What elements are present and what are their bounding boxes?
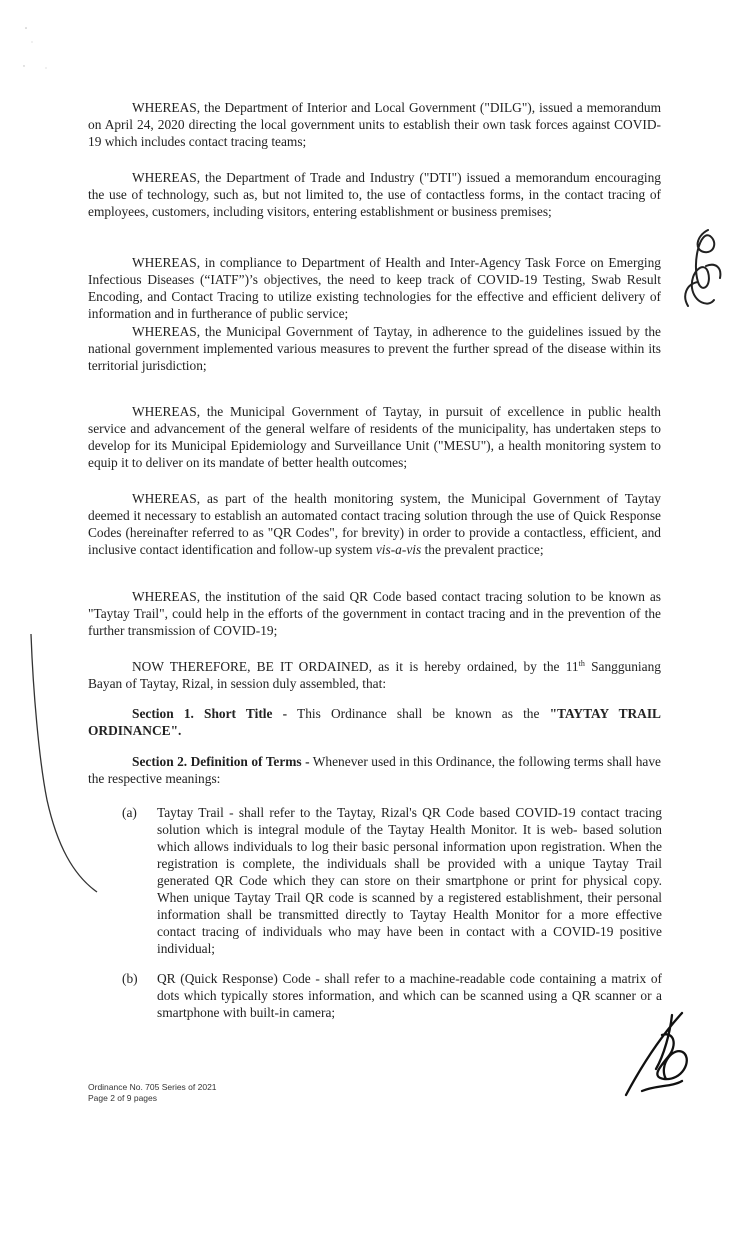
signature-bottom [612, 1005, 707, 1105]
item-label: (b) [122, 971, 138, 986]
ordinance-number: Ordinance No. 705 Series of 2021 [88, 1082, 217, 1092]
section-1-title: "TAYTAY TRAIL ORDINANCE". [88, 706, 661, 738]
whereas-clause-3: WHEREAS, in compliance to Department of Health and Inter-Agency Task Force on Emerging Infectious Diseases (“IATF”)’s objectives, the need to keep track of COVID-19 Testing, Swab Result Encoding, and Contact Tracing to utilize existing technologies for the effective and efficient delivery of information and in furtherance of public service; [88, 255, 661, 321]
section-1-text: This Ordinance shall be known as the [297, 706, 540, 721]
section-2-text: Whenever used in this Ordinance, the following terms shall have the respective meanings: [88, 754, 662, 786]
page-number: Page 2 of 9 pages [88, 1093, 158, 1103]
whereas-clause-4: WHEREAS, the Municipal Government of Taytay, in adherence to the guidelines issued by the national government implemented various measures to prevent the further spread of the disease within its territorial jurisdiction; [88, 324, 661, 373]
ordained-superscript: th [578, 659, 585, 668]
whereas-6-main: WHEREAS, as part of the health monitoring system, the Municipal Government of Taytay deemed it necessary to establish an automated contact tracing solution through the use of Quick Response Codes (hereinafter referred to as "QR Codes", for brevity) in order to provide a contactless, efficient, and inclusive contact identification and follow-up system [88, 491, 661, 557]
whereas-clause-7: WHEREAS, the institution of the said QR Code based contact tracing solution to be known as "Taytay Trail", could help in the efforts of the government in contact tracing and in the prevention of the further transmission of COVID-19; [88, 589, 661, 638]
whereas-clause-6 [88, 490, 661, 558]
section-2 [88, 753, 661, 787]
page-footer [88, 1082, 217, 1104]
signature-initials [678, 222, 728, 317]
definition-item-a [122, 804, 662, 957]
whereas-6-end: the prevalent practice; [424, 542, 544, 557]
whereas-clause-1: WHEREAS, the Department of Interior and Local Government ("DILG"), issued a memorandum on April 24, 2020 directing the local government units to establish their own task forces against COVID-19 which includes contact tracing teams; [88, 100, 661, 149]
ordained-post: Sangguniang Bayan of Taytay, Rizal, in session duly assembled, that: [88, 659, 661, 691]
scan-marks [20, 20, 60, 80]
ordaining-clause [88, 655, 661, 692]
ordained-pre: NOW THEREFORE, BE IT ORDAINED, as it is hereby ordained, by the 11 [132, 659, 579, 674]
item-text: QR (Quick Response) Code - shall refer to a machine-readable code containing a matrix of dots which typically stores information, and which can be scanned using a QR scanner or a smartphone with built-in camera; [157, 971, 662, 1020]
definition-item-b [122, 970, 662, 1021]
whereas-clause-5: WHEREAS, the Municipal Government of Taytay, in pursuit of excellence in public health service and advancement of the general welfare of residents of the municipality, has undertaken steps to develop for its Municipal Epidemiology and Surveillance Unit ("MESU"), a health monitoring system to equip it to deliver on its mandate of better health outcomes; [88, 404, 661, 470]
item-label: (a) [122, 805, 137, 820]
section-1-heading: Section 1. Short Title - [132, 706, 288, 721]
whereas-6-italic: vis-a-vis [375, 542, 422, 557]
section-2-heading: Section 2. Definition of Terms - [132, 754, 310, 769]
item-text: Taytay Trail - shall refer to the Taytay, Rizal's QR Code based COVID-19 contact tracing solution which is integral module of the Taytay Health Monitor. It is web- based solution which allows individuals to log their basic personal information upon registration. When the registration is complete, the individuals shall be provided with a unique Taytay Trail generated QR Code which they can store on their smartphone or print for physical copy. When unique Taytay Trail QR code is scanned by a registered establishment, their personal information shall be transmitted directly to Taytay Health Monitor for a more effective contact tracing of individuals who may have been in contact with a COVID-19 positive individual; [157, 805, 662, 956]
margin-line-mark [25, 630, 105, 900]
section-1 [88, 705, 661, 739]
whereas-clause-2: WHEREAS, the Department of Trade and Industry ("DTI") issued a memorandum encouraging the use of technology, such as, but not limited to, the use of contactless forms, in the contact tracing of employees, customers, including visitors, entering establishment or business premises; [88, 170, 661, 219]
